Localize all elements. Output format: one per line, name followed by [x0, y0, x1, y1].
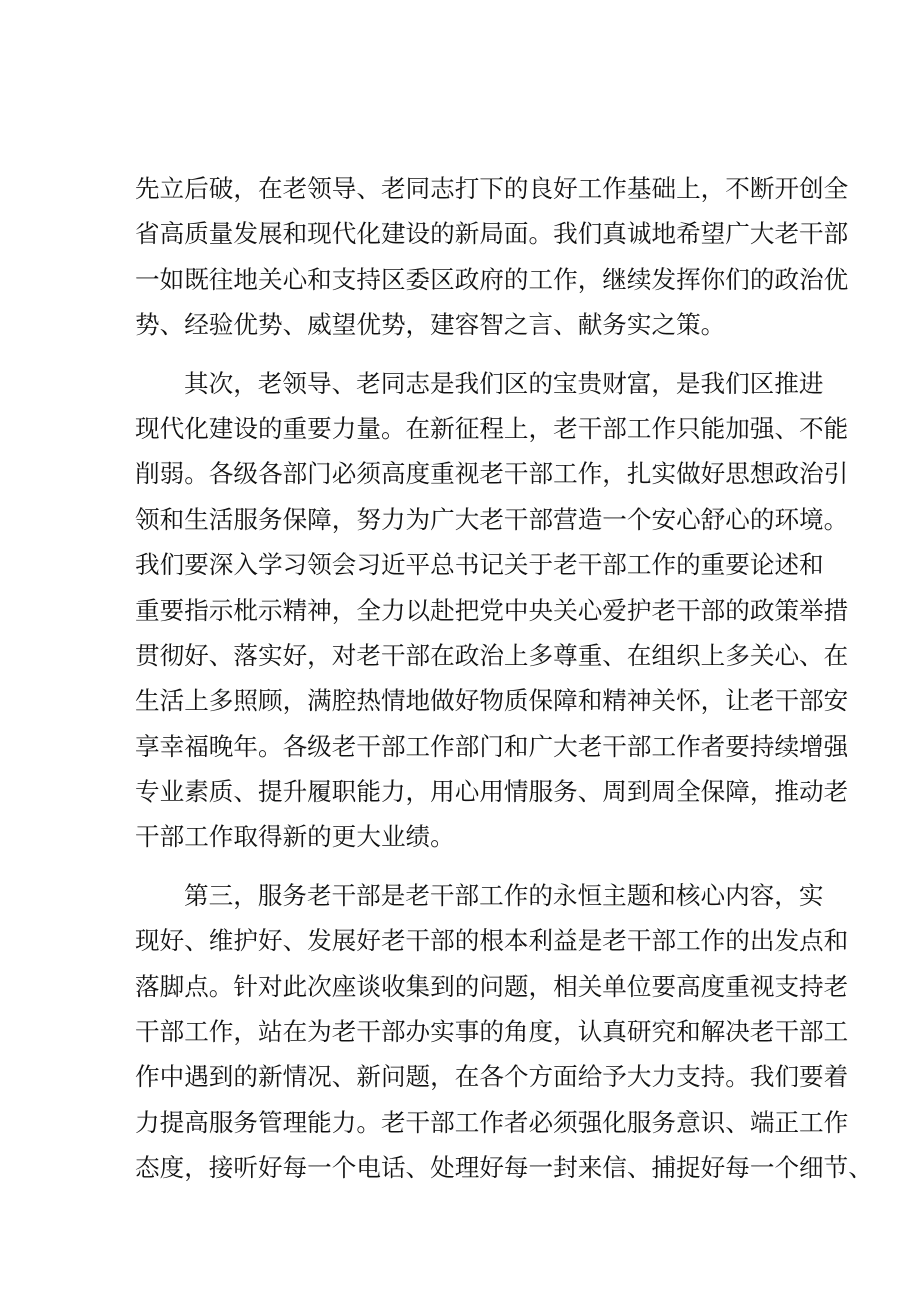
text-line: 干部工作，站在为老干部办实事的角度，认真研究和解决老干部工: [135, 1017, 849, 1047]
text-line: 其次，老领导、老同志是我们区的宝贵财富，是我们区推进: [184, 368, 824, 398]
text-line: 我们要深入学习领会习近平总书记关于老干部工作的重要论述和: [135, 550, 824, 580]
text-line: 专业素质、提升履职能力，用心用情服务、周到周全保障，推动老: [135, 777, 849, 807]
text-line: 第三，服务老干部是老干部工作的永恒主题和核心内容，实: [184, 880, 824, 910]
text-line: 势、经验优势、威望优势，建容智之言、献务实之策。: [135, 310, 726, 340]
text-line: 干部工作取得新的更大业绩。: [135, 822, 455, 852]
paragraph: [135, 166, 849, 348]
text-line: 现好、维护好、发展好老干部的根本利益是老干部工作的出发点和: [135, 926, 849, 956]
document-body: [135, 166, 873, 1191]
text-line: 态度，接听好每一个电话、处理好每一封来信、捕捉好每一个细节、: [135, 1153, 873, 1183]
paragraph: [135, 361, 849, 860]
text-line: 省高质量发展和现代化建设的新局面。我们真诚地希望广大老干部: [135, 219, 849, 249]
text-line: 先立后破，在老领导、老同志打下的良好工作基础上，不断开创全: [135, 174, 849, 203]
paragraph-gap: [135, 348, 795, 361]
text-line: 领和生活服务保障，努力为广大老干部营造一个安心舒心的环境。: [135, 504, 849, 534]
text-line: 落脚点。针对此次座谈收集到的问题，相关单位要高度重视支持老: [135, 971, 849, 1001]
text-line: 一如既往地关心和支持区委区政府的工作，继续发挥你们的政治优: [135, 264, 849, 294]
text-line: 力提高服务管理能力。老干部工作者必须强化服务意识、端正工作: [135, 1107, 849, 1137]
text-line: 重要指示枇示精神，全力以赴把党中央关心爱护老干部的政策举措: [135, 595, 849, 625]
text-line: 作中遇到的新情况、新问题，在各个方面给予大力支持。我们要着: [135, 1062, 849, 1092]
text-line: 削弱。各级各部门必须高度重视老干部工作，扎实做好思想政治引: [135, 459, 849, 489]
text-line: 享幸福晚年。各级老干部工作部门和广大老干部工作者要持续增强: [135, 731, 849, 761]
text-line: 贯彻好、落实好，对老干部在政治上多尊重、在组织上多关心、在: [135, 640, 849, 670]
paragraph-gap: [135, 860, 795, 873]
paragraph: [135, 873, 873, 1191]
text-line: 现代化建设的重要力量。在新征程上，老干部工作只能加强、不能: [135, 413, 849, 443]
text-line: 生活上多照顾，满腔热情地做好物质保障和精神关怀，让老干部安: [135, 686, 849, 716]
